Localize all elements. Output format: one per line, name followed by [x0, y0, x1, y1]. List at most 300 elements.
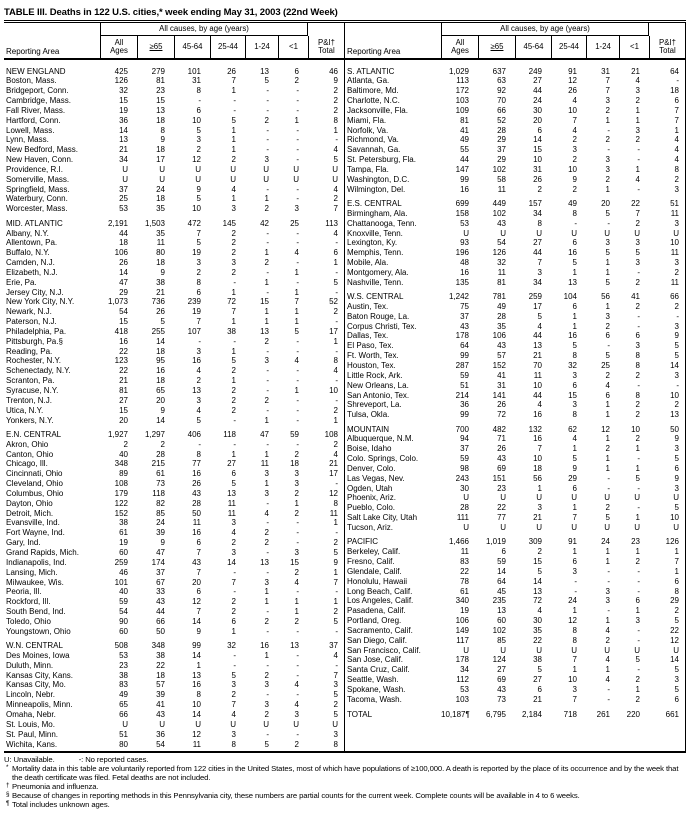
value-cell: 1	[294, 307, 299, 317]
reporting-area-cell: New Haven, Conn.	[6, 155, 74, 165]
value-cell: 24	[601, 537, 610, 547]
table-row	[345, 229, 685, 239]
value-cell: 2	[674, 400, 679, 410]
value-cell: 106	[455, 616, 469, 626]
value-cell: 26	[119, 258, 128, 268]
value-cell: 13	[290, 641, 299, 651]
table-body-right	[345, 60, 685, 722]
value-cell: 2	[635, 277, 640, 287]
value-cell: U	[263, 174, 269, 184]
value-cell: 4	[605, 380, 610, 390]
value-cell: 309	[528, 537, 542, 547]
value-cell: 149	[455, 625, 469, 635]
value-cell: U	[230, 164, 236, 174]
value-cell: 2	[605, 370, 610, 380]
value-cell: U	[673, 645, 679, 655]
value-cell: 1	[294, 607, 299, 617]
value-cell: 16	[192, 356, 201, 366]
reporting-area-cell: Albuquerque, N.M.	[347, 434, 414, 444]
value-cell: 2	[635, 434, 640, 444]
value-cell: 1	[264, 248, 269, 258]
table-row	[345, 371, 685, 381]
value-cell: 58	[497, 174, 506, 184]
value-cell: 3	[231, 729, 236, 739]
value-cell: 24	[156, 184, 165, 194]
value-cell: 4	[333, 184, 338, 194]
value-cell: -	[266, 729, 269, 739]
value-cell: 73	[156, 479, 165, 489]
value-cell: 29	[568, 473, 577, 483]
value-cell: -	[266, 567, 269, 577]
value-cell: U	[536, 645, 542, 655]
reporting-area-cell: St. Paul, Minn.	[6, 729, 59, 739]
value-cell: 11	[670, 277, 679, 287]
header-row-right	[345, 36, 685, 60]
value-cell: 7	[572, 513, 577, 523]
value-cell: -	[266, 366, 269, 376]
value-cell: 49	[497, 301, 506, 311]
table-row	[345, 616, 685, 626]
value-cell: 44	[533, 248, 542, 258]
value-cell: 7	[231, 76, 236, 86]
value-cell: 9	[674, 473, 679, 483]
value-cell: U	[673, 522, 679, 532]
reporting-area-cell: Pueblo, Colo.	[347, 503, 396, 513]
reporting-area-cell: Dayton, Ohio	[6, 498, 53, 508]
value-cell: 59	[460, 370, 469, 380]
value-cell: 6	[196, 287, 201, 297]
span-header-all-causes: All causes, by age (years)	[441, 23, 649, 36]
value-cell: 5	[231, 356, 236, 366]
table-row	[345, 302, 685, 312]
value-cell: 12	[192, 155, 201, 165]
value-cell: -	[607, 694, 610, 704]
value-cell: 13	[533, 341, 542, 351]
value-cell: 9	[160, 405, 165, 415]
value-cell: 8	[572, 410, 577, 420]
table-row	[4, 86, 344, 96]
reporting-area-cell: Scranton, Pa.	[6, 376, 55, 386]
value-cell: 1	[635, 105, 640, 115]
value-cell: 10,187¶	[441, 709, 470, 719]
value-cell: 49	[568, 198, 577, 208]
value-cell: 1	[294, 498, 299, 508]
reporting-area-cell: Portland, Oreg.	[347, 616, 402, 626]
value-cell: 11	[227, 508, 236, 518]
value-cell: 15	[290, 557, 299, 567]
reporting-area-cell: Lincoln, Nebr.	[6, 690, 55, 700]
table-row	[4, 558, 344, 568]
value-cell: 425	[114, 66, 128, 76]
value-cell: 4	[294, 248, 299, 258]
value-cell: 61	[460, 586, 469, 596]
value-cell: 6	[333, 248, 338, 258]
value-cell: 2	[605, 635, 610, 645]
value-cell: -	[296, 155, 299, 165]
value-cell: 1	[572, 547, 577, 557]
reporting-area-cell: El Paso, Tex.	[347, 341, 394, 351]
value-cell: 10	[533, 454, 542, 464]
value-cell: 13	[670, 410, 679, 420]
value-cell: 27	[497, 665, 506, 675]
value-cell: 34	[460, 665, 469, 675]
value-cell: -	[266, 105, 269, 115]
value-cell: 102	[492, 208, 506, 218]
value-cell: 2	[231, 228, 236, 238]
value-cell: 13	[156, 105, 165, 115]
table-row-region	[345, 67, 685, 77]
value-cell: U	[604, 228, 610, 238]
value-cell: 27	[533, 238, 542, 248]
value-cell: 7	[605, 86, 610, 96]
value-cell: 1	[264, 317, 269, 327]
value-cell: 7	[674, 557, 679, 566]
value-cell: 19	[192, 307, 201, 317]
footnote-text: Pneumonia and influenza.	[12, 782, 99, 792]
value-cell: 43	[192, 488, 201, 498]
value-cell: 2	[333, 96, 338, 106]
value-cell: 6	[674, 463, 679, 473]
value-cell: 9	[572, 174, 577, 184]
value-cell: 8	[674, 164, 679, 174]
value-cell: -	[335, 238, 338, 248]
value-cell: 11	[192, 739, 201, 749]
value-cell: 32	[497, 258, 506, 268]
value-cell: 3	[196, 346, 201, 356]
value-cell: 94	[460, 434, 469, 444]
value-cell: 11	[497, 184, 506, 194]
value-cell: 5	[572, 341, 577, 351]
value-cell: 348	[114, 459, 128, 469]
value-cell: 2	[264, 258, 269, 268]
value-cell: 44	[460, 155, 469, 165]
value-cell: -	[607, 566, 610, 576]
value-cell: 32	[119, 86, 128, 96]
value-cell: 3	[674, 258, 679, 268]
value-cell: 1	[572, 503, 577, 513]
value-cell: 13	[497, 606, 506, 616]
value-cell: 14	[533, 576, 542, 586]
value-cell: 53	[119, 650, 128, 660]
value-cell: 7	[572, 655, 577, 665]
value-cell: 13	[192, 386, 201, 395]
value-cell: 178	[455, 655, 469, 665]
value-cell: 14	[119, 125, 128, 135]
value-cell: 12	[568, 616, 577, 626]
table-row	[4, 700, 344, 710]
value-cell: 8	[537, 218, 542, 228]
value-cell: 60	[497, 616, 506, 626]
value-cell: 6,795	[485, 709, 506, 719]
value-cell: 5	[537, 566, 542, 576]
value-cell: -	[607, 483, 610, 493]
value-cell: 83	[119, 680, 128, 690]
value-cell: 38	[533, 655, 542, 665]
reporting-area-cell: Peoria, Ill.	[6, 587, 42, 597]
value-cell: 18	[670, 86, 679, 96]
footnote-text: Mortality data in this table are voluntarily reported from 122 cities in the United States, most of which have populations of ≥100,000. A death is reported by the place of its occurrence and by the week that the death certificate was filed. Fetal deaths are not included.	[12, 764, 679, 783]
reporting-area-cell: MID. ATLANTIC	[6, 218, 63, 228]
reporting-area-cell: Newark, N.J.	[6, 307, 52, 317]
value-cell: 1	[294, 386, 299, 395]
value-cell: -	[574, 576, 577, 586]
table-row	[345, 331, 685, 341]
column-header-all-ages: All Ages	[441, 36, 478, 58]
value-cell: 2	[264, 670, 269, 680]
value-cell: 661	[665, 709, 679, 719]
value-cell: 43	[156, 710, 165, 719]
value-cell: 718	[563, 709, 577, 719]
value-cell: 65	[156, 386, 165, 395]
reporting-area-cell: Wilmington, Del.	[347, 184, 406, 194]
value-cell: -	[266, 346, 269, 356]
value-cell: -	[335, 287, 338, 297]
value-cell: 2	[264, 538, 269, 548]
value-cell: -	[266, 660, 269, 670]
value-cell: 37	[156, 567, 165, 577]
value-cell: 287	[455, 360, 469, 370]
value-cell: 13	[260, 66, 269, 76]
value-cell: 2	[605, 105, 610, 115]
reporting-area-cell: South Bend, Ind.	[6, 607, 66, 617]
table-row	[345, 351, 685, 361]
value-cell: 22	[497, 503, 506, 513]
value-cell: 73	[497, 694, 506, 704]
value-cell: 11	[227, 498, 236, 508]
value-cell: 3	[674, 218, 679, 228]
value-cell: 151	[492, 473, 506, 483]
table-row	[345, 185, 685, 195]
value-cell: 8	[635, 351, 640, 361]
value-cell: U	[293, 719, 299, 729]
value-cell: 5	[537, 311, 542, 321]
value-cell: 2	[231, 395, 236, 405]
value-cell: U	[634, 493, 640, 503]
table-row	[4, 528, 344, 538]
value-cell: -	[335, 395, 338, 405]
value-cell: 28	[460, 503, 469, 513]
value-cell: 71	[497, 434, 506, 444]
table-row	[4, 509, 344, 519]
value-cell: -	[637, 665, 640, 675]
value-cell: 418	[114, 326, 128, 336]
value-cell: U	[463, 522, 469, 532]
value-cell: 1	[572, 665, 577, 675]
reporting-area-cell: Ogden, Utah	[347, 483, 393, 493]
value-cell: 37	[460, 311, 469, 321]
value-cell: 3	[572, 400, 577, 410]
value-cell: -	[637, 576, 640, 586]
value-cell: 2	[123, 439, 128, 449]
value-cell: 38	[227, 326, 236, 336]
value-cell: 18	[119, 238, 128, 248]
value-cell: 5	[537, 665, 542, 675]
table-row	[345, 410, 685, 420]
value-cell: 6	[674, 96, 679, 106]
table-row	[4, 568, 344, 578]
value-cell: 98	[460, 463, 469, 473]
value-cell: 239	[187, 297, 201, 307]
value-cell: 3	[294, 710, 299, 719]
value-cell: 6	[674, 576, 679, 586]
table-row	[345, 695, 685, 705]
value-cell: U	[536, 228, 542, 238]
value-cell: 215	[151, 459, 165, 469]
table-row-region	[4, 67, 344, 77]
value-cell: 699	[455, 198, 469, 208]
reporting-area-cell: Boston, Mass.	[6, 76, 57, 86]
table-row	[345, 646, 685, 656]
value-cell: 85	[497, 635, 506, 645]
value-cell: 1	[635, 444, 640, 454]
value-cell: 5	[264, 739, 269, 749]
table-row	[345, 209, 685, 219]
value-cell: 3	[264, 680, 269, 690]
value-cell: -	[637, 267, 640, 277]
value-cell: 5	[635, 473, 640, 483]
value-cell: U	[571, 645, 577, 655]
value-cell: -	[233, 336, 236, 346]
table-row	[345, 312, 685, 322]
value-cell: 2	[294, 567, 299, 577]
value-cell: 15	[533, 145, 542, 155]
value-cell: 8	[635, 390, 640, 400]
table-row	[4, 337, 344, 347]
value-cell: 10	[568, 675, 577, 685]
value-cell: 157	[528, 198, 542, 208]
value-cell: 78	[460, 576, 469, 586]
value-cell: 31	[192, 76, 201, 86]
value-cell: 179	[114, 488, 128, 498]
value-cell: 15	[260, 297, 269, 307]
reporting-area-cell: Savannah, Ga.	[347, 145, 401, 155]
value-cell: 99	[460, 351, 469, 361]
value-cell: 23	[497, 483, 506, 493]
value-cell: 31	[601, 66, 610, 76]
value-cell: 20	[533, 115, 542, 125]
value-cell: 18	[156, 376, 165, 386]
value-cell: -	[233, 587, 236, 597]
value-cell: 10	[192, 700, 201, 710]
value-cell: 20	[601, 198, 610, 208]
table-row-region	[345, 425, 685, 435]
value-cell: -	[296, 538, 299, 548]
value-cell: 4	[333, 449, 338, 459]
value-cell: -	[296, 587, 299, 597]
value-cell: 6	[294, 66, 299, 76]
value-cell: 3	[264, 577, 269, 587]
value-cell: 11	[156, 238, 165, 248]
value-cell: 3	[231, 548, 236, 557]
value-cell: 52	[497, 115, 506, 125]
value-cell: 5	[333, 548, 338, 557]
value-cell: 106	[492, 331, 506, 341]
reporting-area-cell: Camden, N.J.	[6, 258, 55, 268]
value-cell: 4	[294, 680, 299, 690]
value-cell: 13	[192, 670, 201, 680]
value-cell: 172	[455, 86, 469, 96]
reporting-area-cell: Minneapolis, Minn.	[6, 700, 73, 710]
value-cell: 2	[635, 400, 640, 410]
table-row	[4, 165, 344, 175]
value-cell: 2	[196, 376, 201, 386]
reporting-area-cell: Allentown, Pa.	[6, 238, 58, 248]
value-cell: 8	[572, 351, 577, 361]
value-cell: 2	[231, 607, 236, 617]
value-cell: 259	[528, 292, 542, 302]
reporting-area-cell: Fall River, Mass.	[6, 105, 66, 115]
value-cell: 21	[329, 459, 338, 469]
value-cell: 12	[568, 76, 577, 86]
value-cell: 50	[192, 508, 201, 518]
value-cell: 2	[294, 508, 299, 518]
value-cell: 2	[605, 135, 610, 145]
value-cell: 4	[537, 606, 542, 616]
reporting-area-cell: W.S. CENTRAL	[347, 292, 404, 302]
value-cell: 9	[572, 463, 577, 473]
column-header-pi-total: P&I† Total	[649, 36, 685, 58]
value-cell: 16	[460, 267, 469, 277]
value-cell: 40	[119, 587, 128, 597]
reporting-area-cell: Paterson, N.J.	[6, 317, 57, 327]
value-cell: 126	[492, 248, 506, 258]
value-cell: 1	[605, 547, 610, 557]
value-cell: 10	[533, 380, 542, 390]
value-cell: 29	[119, 287, 128, 297]
value-cell: 104	[563, 292, 577, 302]
value-cell: 32	[227, 641, 236, 651]
value-cell: 13	[227, 488, 236, 498]
value-cell: 11	[533, 370, 542, 380]
table-row	[4, 499, 344, 509]
value-cell: 472	[187, 218, 201, 228]
value-cell: 64	[670, 66, 679, 76]
value-cell: 220	[626, 709, 640, 719]
value-cell: -	[637, 586, 640, 596]
value-cell: 781	[492, 292, 506, 302]
value-cell: 11	[497, 267, 506, 277]
table-row	[4, 76, 344, 86]
value-cell: 38	[119, 670, 128, 680]
value-cell: 21	[156, 287, 165, 297]
table-row	[4, 671, 344, 681]
value-cell: 2	[333, 538, 338, 548]
value-cell: U	[122, 719, 128, 729]
table-row	[4, 396, 344, 406]
reporting-area-cell: Albany, N.Y.	[6, 228, 49, 238]
value-cell: 1	[605, 400, 610, 410]
value-cell: 8	[635, 360, 640, 370]
value-cell: 118	[152, 488, 165, 498]
value-cell: -	[607, 473, 610, 483]
value-cell: -	[637, 503, 640, 513]
value-cell: 1	[572, 311, 577, 321]
reporting-area-cell: Omaha, Nebr.	[6, 710, 56, 719]
table-row	[4, 347, 344, 357]
value-cell: 1	[635, 463, 640, 473]
value-cell: U	[122, 164, 128, 174]
reporting-area-cell: Nashville, Tenn.	[347, 277, 404, 287]
value-cell: -	[296, 184, 299, 194]
value-cell: -	[637, 380, 640, 390]
value-cell: 44	[533, 331, 542, 341]
value-cell: 279	[151, 66, 165, 76]
value-cell: 700	[455, 424, 469, 434]
value-cell: 2	[231, 597, 236, 607]
value-cell: 7	[333, 577, 338, 587]
value-cell: 18	[156, 670, 165, 680]
value-cell: 1	[333, 125, 338, 135]
